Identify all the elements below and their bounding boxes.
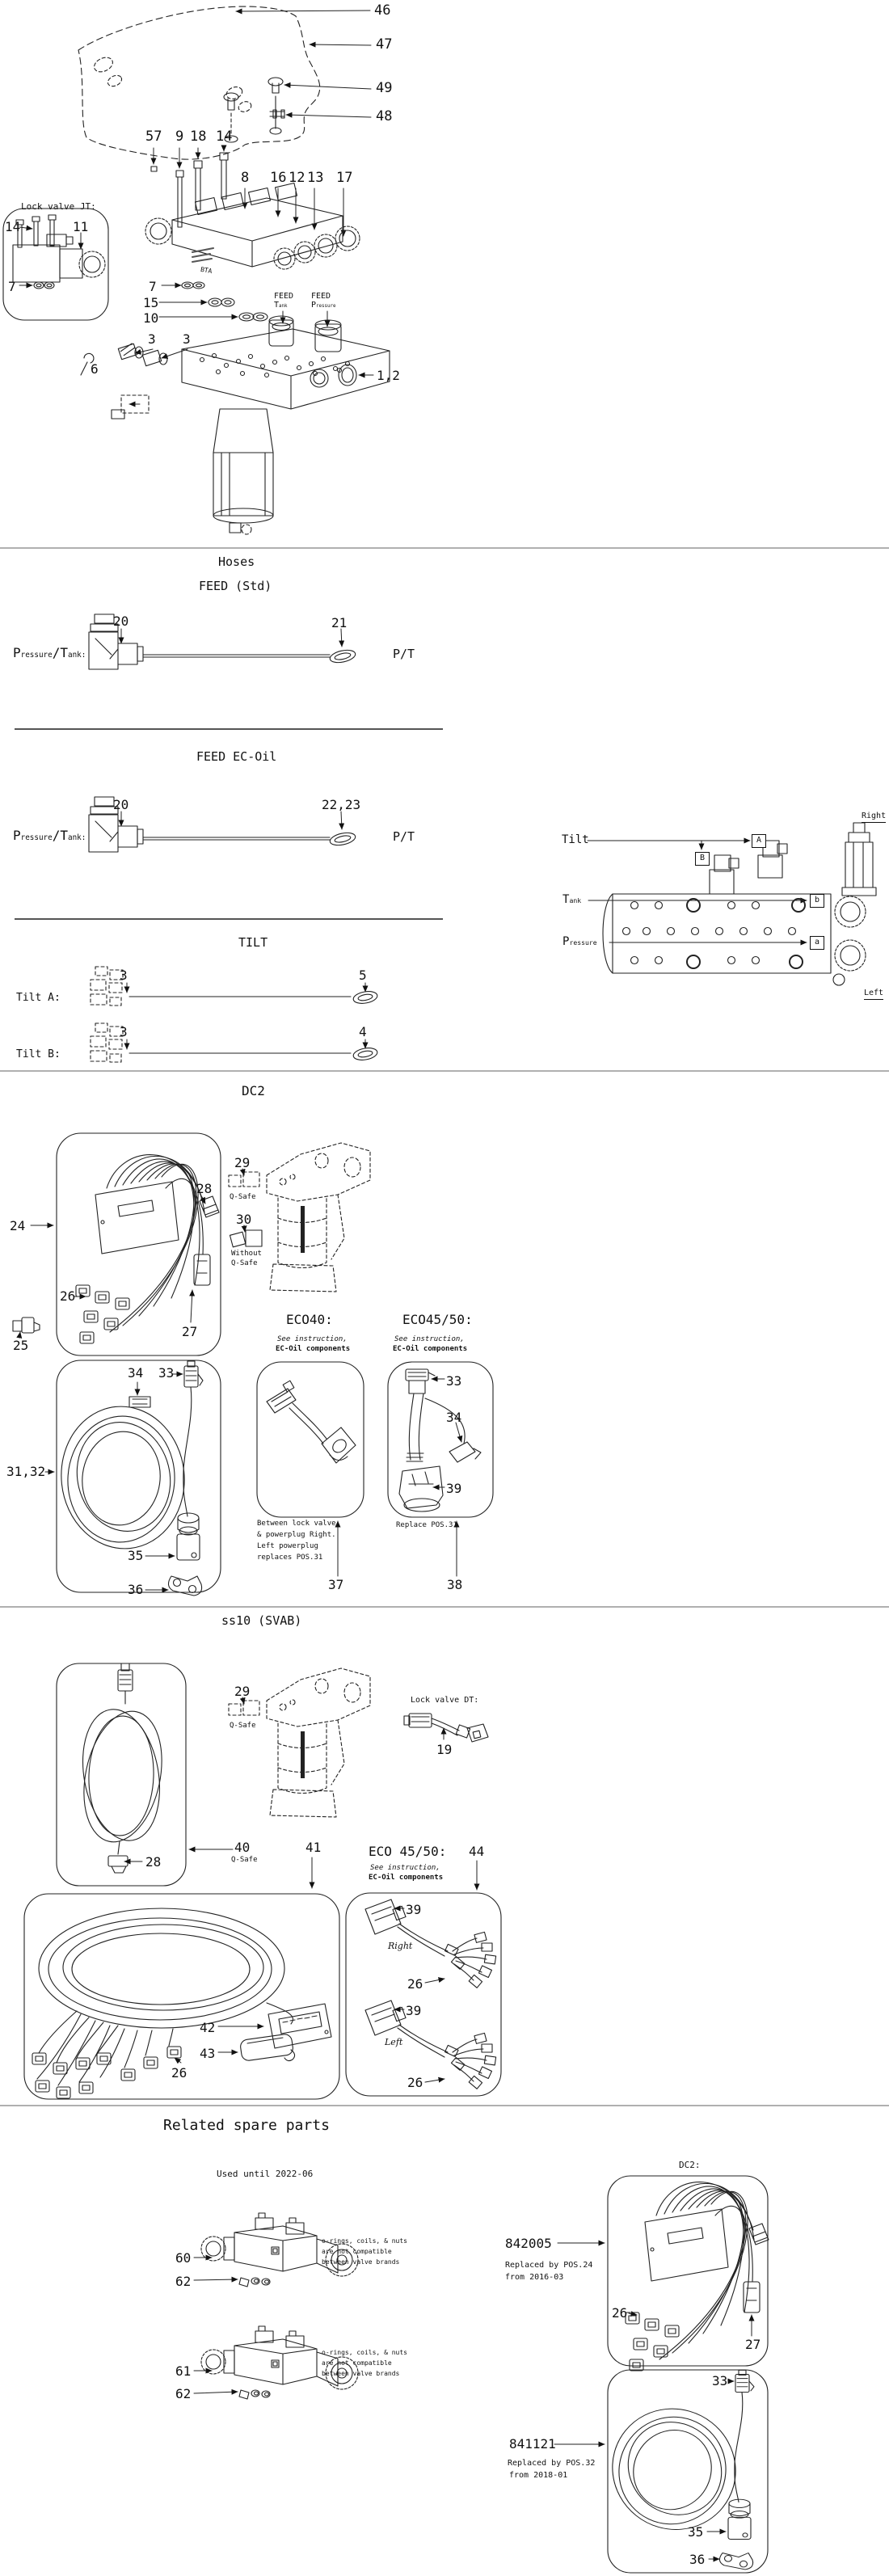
eco40-footnote: replaces POS.31 — [257, 1554, 323, 1562]
callout-28: 28 — [196, 1181, 213, 1196]
nut-kit-drawing — [239, 2278, 270, 2287]
used-until-label: Used until 2022-06 — [217, 2169, 314, 2179]
callout-3: 3 — [148, 331, 156, 347]
compat-note: between valve brands — [322, 2370, 400, 2377]
callout-18: 18 — [190, 129, 207, 145]
eco40-footnote: & powerplug Right. — [257, 1531, 336, 1539]
side-view-drawing — [588, 823, 876, 985]
callout-3: 3 — [183, 331, 191, 347]
callout-40: 40 — [234, 1840, 251, 1855]
callout-61: 61 — [175, 2363, 192, 2379]
replace-pos31-note: Replace POS.31 — [396, 1521, 457, 1529]
pt-label: P/T — [393, 647, 415, 661]
callout-21: 21 — [331, 615, 348, 630]
callout-34: 34 — [128, 1365, 144, 1381]
replaced-note: from 2018-01 — [509, 2471, 568, 2480]
ss10-title: ss10 (SVAB) — [221, 1613, 302, 1628]
callout-14: 14 — [5, 219, 21, 234]
compat-note: o-rings, coils, & nuts — [322, 2237, 407, 2245]
q-safe-part-drawing — [229, 1169, 259, 1187]
bolts-drawing — [151, 147, 343, 236]
compat-note: are not compatible — [322, 2248, 392, 2255]
callout-17: 17 — [336, 170, 353, 186]
left-label: Left — [385, 2037, 403, 2047]
see-instruction-note: See instruction, — [370, 1864, 440, 1872]
callout-33: 33 — [446, 1373, 462, 1389]
port-B-box: B — [695, 852, 710, 866]
callout-15: 15 — [143, 295, 159, 310]
valve-marking: BTA — [200, 265, 213, 276]
callout-46: 46 — [374, 2, 391, 19]
manifold-drawing — [81, 311, 390, 534]
replaced-note: Replaced by POS.32 — [508, 2459, 596, 2468]
dc2-title: DC2 — [242, 1083, 265, 1098]
ss10-eco4550-drawing — [346, 1893, 501, 2096]
eco40-title: ECO40: — [286, 1312, 333, 1327]
callout-31-32: 31,32 — [6, 1464, 46, 1479]
eco40-footnote: Between lock valve — [257, 1520, 336, 1528]
callout-44: 44 — [469, 1844, 485, 1859]
callout-12: 12 — [289, 170, 305, 186]
q-safe-label: Q-Safe — [230, 1722, 256, 1730]
ss10-eco-leaders — [394, 1908, 444, 2082]
callout-39: 39 — [406, 2003, 422, 2018]
callout-62: 62 — [175, 2274, 192, 2289]
callout-20: 20 — [113, 613, 129, 629]
lock-valve-dt-title: Lock valve DT: — [411, 1696, 479, 1705]
callout-28: 28 — [145, 1854, 162, 1870]
callout-3: 3 — [120, 968, 128, 983]
replaced-note: from 2016-03 — [505, 2273, 564, 2282]
callout-34: 34 — [446, 1410, 462, 1425]
ec-oil-components-note: EC-Oil components — [369, 1874, 444, 1882]
callout-5: 5 — [359, 968, 367, 983]
callout-35: 35 — [688, 2524, 704, 2540]
callout-26: 26 — [407, 1976, 423, 1992]
compat-note: between valve brands — [322, 2258, 400, 2266]
fan-harness-drawing — [365, 1899, 496, 1988]
callout-8: 8 — [241, 170, 250, 186]
callout-43: 43 — [200, 2046, 216, 2061]
lock-valve-dt-drawing — [404, 1714, 488, 1742]
callout-62: 62 — [175, 2386, 192, 2401]
callout-16: 16 — [270, 170, 287, 186]
feed-tank-port-label: FEED Tank — [274, 292, 294, 310]
callout-33: 33 — [158, 1365, 175, 1381]
callout-35: 35 — [128, 1548, 144, 1563]
callout-27: 27 — [745, 2337, 761, 2352]
tilt-a-label: Tilt A: — [16, 992, 61, 1004]
callout-26: 26 — [171, 2065, 187, 2081]
port-b-box: b — [810, 894, 824, 908]
callout-4: 4 — [359, 1024, 367, 1039]
callout-1-2: 1,2 — [377, 368, 400, 383]
tilt-b-label: Tilt B: — [16, 1048, 61, 1060]
eco4550-title: ECO 45/50: — [369, 1844, 447, 1859]
pressure-label: Pressure — [562, 935, 597, 948]
tank-label: Tank — [562, 893, 582, 906]
q-safe-label: Q-Safe — [230, 1193, 256, 1201]
eco4550-drawing — [388, 1362, 493, 1576]
callout-41: 41 — [305, 1840, 322, 1855]
part-number-842005: 842005 — [505, 2236, 552, 2251]
callout-39: 39 — [406, 1902, 422, 1917]
callout-42: 42 — [200, 2020, 216, 2035]
feed-ecoil-title: FEED EC-Oil — [196, 749, 277, 764]
callout-10: 10 — [143, 310, 159, 326]
tilt-title: TILT — [238, 935, 268, 950]
see-instruction-note: See instruction, — [394, 1335, 465, 1343]
callout-36: 36 — [128, 1582, 144, 1597]
callout-14: 14 — [216, 129, 233, 145]
callout-26: 26 — [612, 2305, 628, 2321]
right-label: Right — [388, 1941, 413, 1951]
callout-27: 27 — [182, 1324, 198, 1339]
callout-33: 33 — [712, 2373, 728, 2388]
callout-9: 9 — [175, 129, 184, 145]
callout-22-23: 22,23 — [322, 797, 361, 812]
valve-dashed-drawing — [267, 1143, 370, 1292]
callout-48: 48 — [376, 108, 393, 124]
callout-39: 39 — [446, 1481, 462, 1496]
tilt-label: Tilt — [562, 833, 589, 846]
callout-47: 47 — [376, 36, 393, 53]
pressure-tank-label: Pressure/Tank: — [13, 828, 86, 843]
seal-stacks-drawing — [159, 282, 268, 321]
eco4550-title: ECO45/50: — [402, 1312, 473, 1327]
port-A-box: A — [752, 834, 766, 848]
without-q-safe-label: Without — [231, 1250, 262, 1258]
ec-oil-components-note: EC-Oil components — [276, 1345, 351, 1353]
callout-26: 26 — [407, 2075, 423, 2090]
callout-60: 60 — [175, 2250, 192, 2266]
callout-57: 57 — [145, 129, 162, 145]
without-q-safe-label: Q-Safe — [231, 1259, 258, 1267]
left-side-label: Left — [864, 989, 883, 1000]
eco40-footnote: Left powerplug — [257, 1542, 318, 1550]
callout-7: 7 — [149, 279, 157, 294]
callout-38: 38 — [447, 1577, 463, 1592]
q-safe-label: Q-Safe — [231, 1856, 258, 1864]
callout-19: 19 — [436, 1742, 453, 1757]
callout-11: 11 — [73, 219, 89, 234]
callout-20: 20 — [113, 797, 129, 812]
compat-note: are not compatible — [322, 2359, 392, 2367]
feed-std-title: FEED (Std) — [199, 579, 272, 593]
callout-6: 6 — [91, 361, 99, 377]
replaced-note: Replaced by POS.24 — [505, 2261, 593, 2270]
callout-49: 49 — [376, 80, 393, 96]
callout-30: 30 — [236, 1212, 252, 1227]
right-side-label: Right — [862, 812, 886, 823]
related-title: Related spare parts — [163, 2117, 330, 2134]
dc2-box-title: DC2: — [679, 2160, 701, 2170]
hoses-title: Hoses — [218, 554, 255, 569]
without-q-safe-part-drawing — [230, 1225, 262, 1247]
callout-36: 36 — [689, 2552, 706, 2567]
svab-cable-drawing — [57, 1663, 186, 1886]
callout-29: 29 — [234, 1155, 251, 1170]
part-number-841121: 841121 — [509, 2436, 556, 2452]
callout-3: 3 — [120, 1024, 128, 1039]
pt-label: P/T — [393, 829, 415, 844]
compat-note: o-rings, coils, & nuts — [322, 2349, 407, 2356]
feed-hose-drawing — [89, 614, 356, 669]
callout-26: 26 — [60, 1288, 76, 1304]
see-instruction-note: See instruction, — [277, 1335, 348, 1343]
ec-oil-components-note: EC-Oil components — [393, 1345, 468, 1353]
port-a-box: a — [810, 936, 824, 950]
callout-29: 29 — [234, 1684, 251, 1699]
pressure-tank-label: Pressure/Tank: — [13, 645, 86, 660]
callout-13: 13 — [307, 170, 324, 186]
lock-valve-jt-title: Lock valve JT: — [21, 201, 96, 212]
callout-7: 7 — [8, 279, 16, 294]
callout-37: 37 — [328, 1577, 344, 1592]
feed-pressure-port-label: FEED Pressure — [311, 292, 336, 310]
callout-24: 24 — [10, 1218, 26, 1233]
tilt-hose-drawing — [91, 967, 378, 1006]
callout-25: 25 — [13, 1338, 29, 1353]
